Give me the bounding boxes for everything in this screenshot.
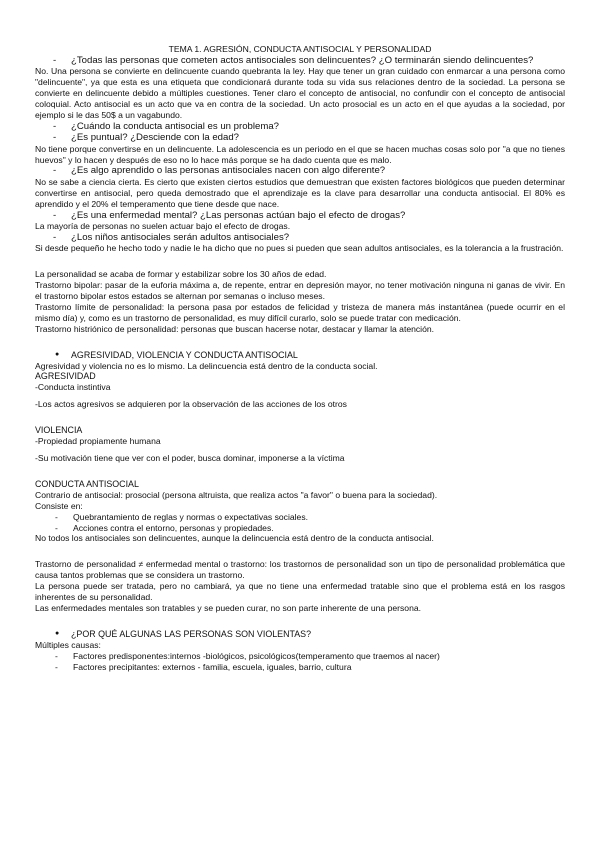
- answer-6: Si desde pequeño he hecho todo y nadie le ha dicho que no pues si pueden que sean adultos antisociales, es la tolerancia a la frustración.: [35, 243, 564, 254]
- answer-4: No se sabe a ciencia cierta. Es cierto que existen ciertos estudios que demuestran que existen factores biológicos que pueden determinar convertirse en antisocial, pero queda demostrado que el aprendizaje es la clave para desarrollar una conducta antisocial. El 80% es aprendido y el 20% el temperamento que tiene desde que nace.: [35, 176, 565, 209]
- dash-bullet: -: [55, 661, 58, 672]
- dash-bullet: -: [53, 54, 57, 66]
- dash-bullet: -: [55, 650, 58, 661]
- heading-agresividad: AGRESIVIDAD: [35, 371, 96, 382]
- histrionic-paragraph: Trastorno histriónico de personalidad: personas que buscan hacerse notar, destacar y llamar la atención.: [35, 323, 435, 334]
- conducta-item: - Quebrantamiento de reglas y normas o expectativas sociales.: [55, 511, 309, 522]
- conducta-consists: Consiste en:: [35, 500, 83, 511]
- dash-bullet: -: [53, 120, 57, 132]
- violencia-item: -Su motivación tiene que ver con el poder, busca dominar, imponerse a la víctima: [35, 453, 345, 463]
- borderline-paragraph: Trastorno límite de personalidad: la persona pasa por estados de felicidad y tristeza de manera más instantánea (puede ocurrir en el mismo día) y, como es un trastorno de personalidad, es muy difícil curarlo, solo se puede tratar con medicación.: [35, 301, 565, 323]
- question-2: - ¿Cuándo la conducta antisocial es un problema?: [53, 120, 279, 132]
- page-title: TEMA 1. AGRESIÓN, CONDUCTA ANTISOCIAL Y PERSONALIDAD: [168, 44, 432, 54]
- disorder-paragraph: Trastorno de personalidad ≠ enfermedad mental o trastorno: los trastornos de personalidad son un tipo de personalidad problemática que causa tantos problemas que se considera un trastorno.: [35, 559, 565, 581]
- section-heading-aggression: ● AGRESIVIDAD, VIOLENCIA Y CONDUCTA ANTISOCIAL: [55, 349, 298, 360]
- agresividad-item: -Los actos agresivos se adquieren por la observación de las acciones de los otros: [35, 399, 347, 410]
- agresividad-item: -Conducta instintiva: [35, 382, 111, 393]
- conducta-definition: Contrario de antisocial: prosocial (persona altruista, que realiza actos "a favor" o buena para la sociedad).: [35, 489, 438, 500]
- bullet-dot-icon: ●: [55, 350, 60, 358]
- dash-bullet: -: [53, 132, 57, 144]
- personality-paragraph: La personalidad se acaba de formar y estabilizar sobre los 30 años de edad.: [35, 269, 327, 280]
- dash-bullet: -: [53, 231, 57, 243]
- bipolar-paragraph: Trastorno bipolar: pasar de la euforia máxima a, de repente, entrar en depresión mayor, no tener motivación ninguna ni ganas de vivir. En el trastorno bipolar estos estados se alternan por semanas o incluso meses.: [35, 280, 565, 302]
- bullet-dot-icon: ●: [55, 629, 60, 637]
- dash-bullet: -: [53, 165, 57, 177]
- answer-3: No tiene porque convertirse en un delincuente. La adolescencia es un periodo en el que se hacen muchas cosas solo por "a que no tienes huevos" y lo hacen y después de eso no lo hace más porque se ha dado cuenta que es malo.: [35, 143, 565, 165]
- mental-illness-paragraph: Las enfermedades mentales son tratables y se pueden curar, no son parte inherente de una persona.: [35, 602, 422, 613]
- question-1: - ¿Todas las personas que cometen actos antisociales son delincuentes? ¿O terminarán siendo delincuentes?: [53, 54, 534, 66]
- section-heading-violence-causes: ● ¿POR QUÉ ALGUNAS LAS PERSONAS SON VIOLENTAS?: [55, 628, 312, 639]
- treatment-paragraph: La persona puede ser tratada, pero no cambiará, ya que no tiene una enfermedad tratable sino que el problema está en los rasgos inherentes de su personalidad.: [35, 581, 565, 603]
- causes-intro: Múltiples causas:: [35, 639, 101, 650]
- cause-item: - Factores precipitantes: externos - familia, escuela, iguales, barrio, cultura: [55, 661, 352, 672]
- violencia-item: -Propiedad propiamente humana: [35, 436, 161, 447]
- dash-bullet: -: [55, 522, 58, 533]
- answer-1: No. Una persona se convierte en delincuente cuando quebranta la ley. Hay que tener un gran cuidado con enmarcar a una persona como "delincuente", ya que esta es una etiqueta que condicionará durante toda su vida sus relaciones dentro de la sociedad. La persona se convierte en delincuente debido a múltiples cuestiones. Tener claro el concepto de antisocial, no confundir con el concepto de antisocial coloquial. Acto antisocial es un acto que va en contra de la sociedad. Un acto prosocial es un acto en el que ayudas a la sociedad, por ejemplo si le das 50$ a un vagabundo.: [35, 66, 565, 120]
- question-6: - ¿Los niños antisociales serán adultos antisociales?: [53, 231, 290, 243]
- dash-bullet: -: [53, 209, 57, 221]
- question-5: - ¿Es una enfermedad mental? ¿Las personas actúan bajo el efecto de drogas?: [53, 209, 406, 221]
- cause-item: - Factores predisponentes:internos -biológicos, psicológicos(temperamento que traemos al nacer): [55, 650, 440, 661]
- document-page: [35, 44, 565, 673]
- heading-conducta-antisocial: CONDUCTA ANTISOCIAL: [35, 478, 139, 489]
- conducta-item: - Acciones contra el entorno, personas y propiedades.: [55, 522, 274, 533]
- answer-5: La mayoría de personas no suelen actuar bajo el efecto de drogas.: [35, 221, 291, 231]
- heading-violencia: VIOLENCIA: [35, 425, 83, 436]
- conducta-note: No todos los antisociales son delincuentes, aunque la delincuencia está dentro de la conducta antisocial.: [35, 533, 434, 544]
- dash-bullet: -: [55, 511, 58, 522]
- aggression-intro: Agresividad y violencia no es lo mismo. La delincuencia está dentro de la conducta social.: [35, 360, 378, 371]
- question-3: - ¿Es puntual? ¿Desciende con la edad?: [53, 132, 239, 144]
- question-4: - ¿Es algo aprendido o las personas antisociales nacen con algo diferente?: [53, 165, 386, 177]
